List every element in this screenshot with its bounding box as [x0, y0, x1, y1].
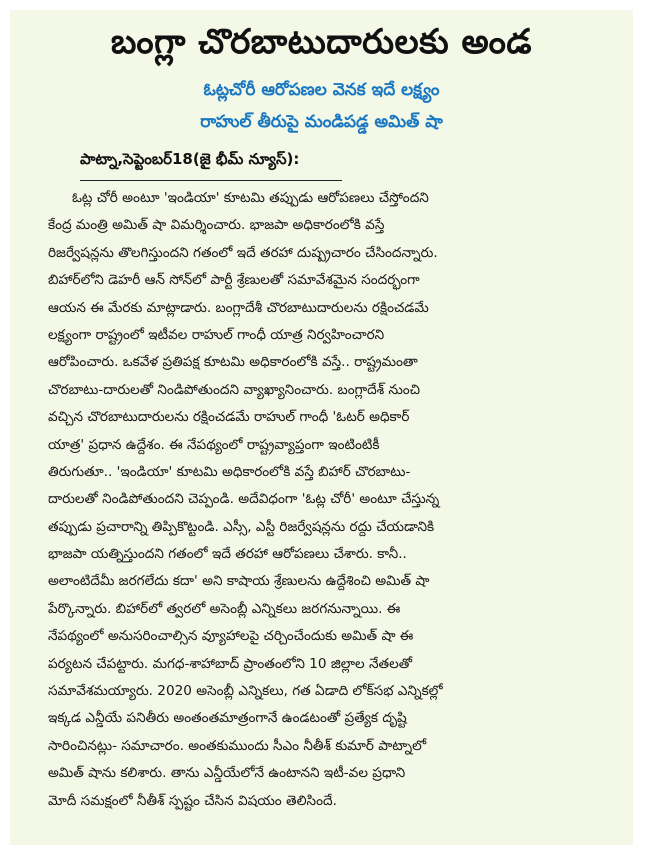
- article-line: నేపథ్యంలో అనుసరించాల్సిన వ్యూహాలపై చర్చించేందుకు అమిత్‌ షా ఈ: [48, 628, 414, 645]
- article-line: అమిత్‌ షాను కలిశారు. తాను ఎన్డీయేలోనే ఉంటానని ఇటీ-వల ప్రధాని: [48, 765, 406, 782]
- subheadline-2: రాహుల్‌ తీరుపై మండిపడ్డ అమిత్‌ షా: [200, 112, 443, 132]
- article-line: లక్ష్యంగా రాష్ట్రంలో ఇటీవల రాహుల్‌ గాంధీ యాత్ర నిర్వహించారని: [48, 326, 385, 343]
- article-line: అలాంటిదేమీ జరగలేదు కదా' అని కాషాయ శ్రేణులను ఉద్దేశించి అమిత్‌ షా: [48, 573, 430, 590]
- subheadline-1: ఓట్లచోరీ ఆరోపణల వెనక ఇదే లక్ష్యం: [203, 80, 440, 100]
- article-line: ఆరోపించారు. ఒకవేళ ప్రతిపక్ష కూటమి అధికారంలోకి వస్తే.. రాష్ట్రమంతా: [48, 354, 418, 371]
- article-line: మోదీ సమక్షంలో నీతీశ్‌ స్పష్టం చేసిన విషయం తెలిసిందే.: [48, 792, 337, 809]
- article-line: తిరుగుతూ.. 'ఇండియా' కూటమి అధికారంలోకి వస్తే బిహార్‌ చొరబాటు-: [48, 463, 411, 480]
- article-line: రిజర్వేషన్లను తొలగిస్తుందని గతంలో ఇదే తరహా దుష్ప్రచారం చేసిందన్నారు.: [48, 244, 438, 261]
- headline: బంగ్లా చొరబాటుదారులకు అండ: [110, 22, 533, 62]
- newspaper-clipping: [10, 10, 633, 845]
- article-line: వచ్చిన చొరబాటుదారులను రక్షించడమే రాహుల్‌ గాంధీ 'ఓటర్‌ అధికార్‌: [48, 409, 410, 426]
- article-line: పర్యటన చేపట్టారు. మగధ-శాహాబాద్‌ ప్రాంతంలోని 10 జిల్లాల నేతలతో: [48, 655, 412, 672]
- article-line: యాత్ర' ప్రధాన ఉద్దేశం. ఈ నేపథ్యంలో రాష్ట్రవ్యాప్తంగా ఇంటింటికీ: [48, 436, 380, 453]
- article-line: ఆయన ఈ మేరకు మాట్లాడారు. బంగ్లాదేశీ చొరబాటుదారులను రక్షించడమే: [48, 299, 429, 316]
- article-line: సమావేశమయ్యారు. 2020 అసెంబ్లీ ఎన్నికలు, గత ఏడాది లోక్‌సభ ఎన్నికల్లో: [48, 683, 443, 700]
- article-line: బిహార్‌లోని డెహరీ ఆన్‌ సోన్‌లో పార్టీ శ్రేణులతో సమావేశమైన సందర్భంగా: [48, 272, 420, 289]
- article-line: తప్పుడు ప్రచారాన్ని తిప్పికొట్టండి. ఎస్సీ, ఎస్టీ రిజర్వేషన్లను రద్దు చేయడానికి: [48, 518, 435, 535]
- article-line: భాజపా యత్నిస్తుందని గతంలో ఇదే తరహా ఆరోపణలు చేశారు. కానీ..: [48, 546, 407, 563]
- article-body: [48, 185, 608, 815]
- article-line: ఇక్కడ ఎన్డీయే పనితీరు అంతంతమాత్రంగానే ఉండటంతో ప్రత్యేక దృష్టి: [48, 710, 407, 727]
- article-line: పేర్కొన్నారు. బిహార్‌లో త్వరలో అసెంబ్లీ ఎన్నికలు జరగనున్నాయి. ఈ: [48, 600, 401, 617]
- article-line: దారులతో నిండిపోతుందని చెప్పండి. అదేవిధంగా 'ఓట్ల చోరీ' అంటూ చేస్తున్న: [48, 491, 440, 508]
- dateline: పాట్నా,సెప్టెంబర్‌18(జై భీమ్‌ న్యూస్‌):: [80, 150, 342, 181]
- article-line: చొరబాటు-దారులతో నిండిపోతుందని వ్యాఖ్యానించారు. బంగ్లాదేశ్‌ నుంచి: [48, 381, 421, 398]
- article-line: సారించినట్లు- సమాచారం. అంతకుముందు సీఎం నీతీశ్‌ కుమార్‌ పాట్నాలో: [48, 737, 427, 754]
- article-line: ఓట్ల చోరీ అంటూ 'ఇండియా' కూటమి తప్పుడు ఆరోపణలు చేస్తోందని: [72, 190, 429, 206]
- article-line: కేంద్ర మంత్రి అమిత్‌ షా విమర్శించారు. భాజపా అధికారంలోకి వస్తే: [48, 217, 385, 234]
